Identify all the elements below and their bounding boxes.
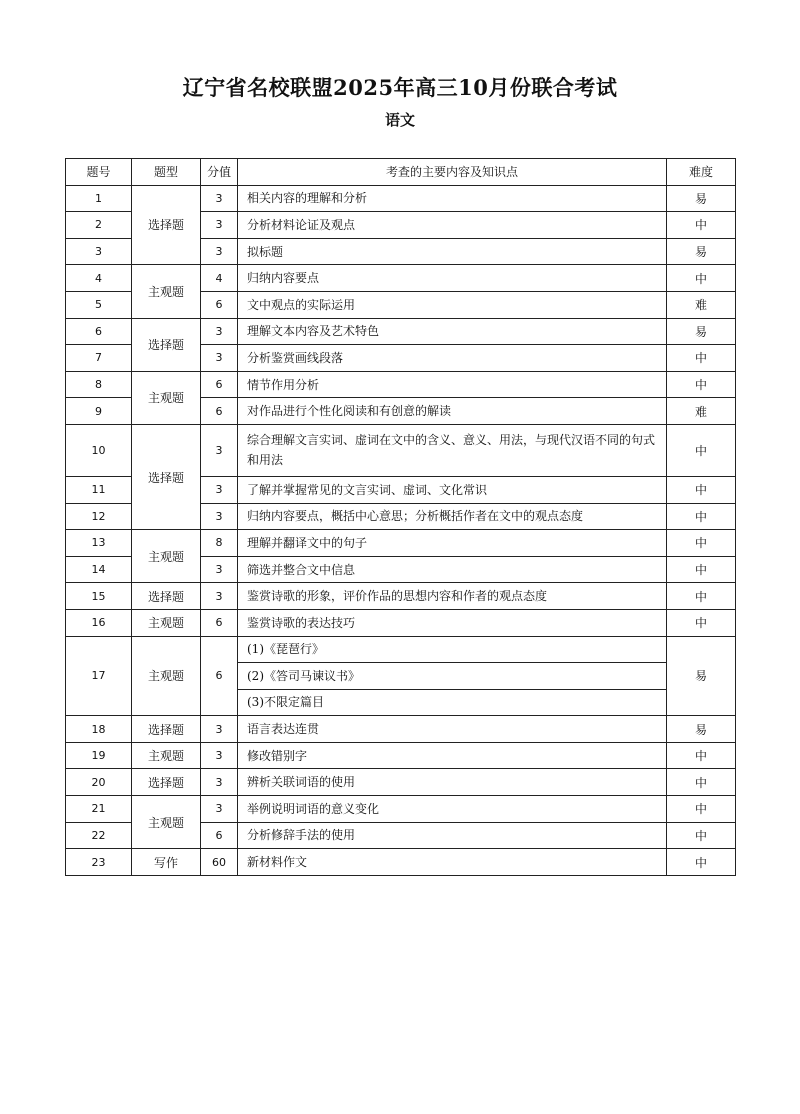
header-difficulty: 难度 — [667, 159, 736, 186]
question-content: 综合理解文言实词、虚词在文中的含义、意义、用法，与现代汉语不同的句式和用法 — [238, 424, 667, 476]
table-row — [66, 849, 736, 876]
question-difficulty: 中 — [667, 769, 736, 796]
question-content: 举例说明词语的意义变化 — [238, 796, 667, 823]
table-row — [66, 424, 736, 476]
question-type: 写作 — [132, 849, 201, 876]
question-score: 6 — [201, 609, 238, 636]
question-difficulty: 中 — [667, 822, 736, 849]
question-content: 相关内容的理解和分析 — [238, 185, 667, 212]
question-number: 15 — [66, 583, 132, 610]
question-difficulty: 中 — [667, 849, 736, 876]
table-row — [66, 742, 736, 769]
question-type: 选择题 — [132, 424, 201, 529]
question-score: 3 — [201, 796, 238, 823]
question-score: 3 — [201, 185, 238, 212]
question-type: 选择题 — [132, 716, 201, 743]
question-type: 选择题 — [132, 583, 201, 610]
question-number: 21 — [66, 796, 132, 823]
question-number: 19 — [66, 742, 132, 769]
question-number: 4 — [66, 265, 132, 292]
question-type: 主观题 — [132, 742, 201, 769]
question-difficulty: 难 — [667, 291, 736, 318]
question-content: 理解文本内容及艺术特色 — [238, 318, 667, 345]
question-difficulty: 中 — [667, 345, 736, 372]
question-content: 文中观点的实际运用 — [238, 291, 667, 318]
question-type: 主观题 — [132, 796, 201, 849]
question-score: 60 — [201, 849, 238, 876]
question-type: 主观题 — [132, 636, 201, 716]
question-content: (1)《琵琶行》 — [238, 636, 667, 663]
page-title: 辽宁省名校联盟2025年高三10月份联合考试 — [182, 75, 618, 100]
question-type: 选择题 — [132, 318, 201, 371]
page-subtitle: 语文 — [384, 111, 415, 129]
question-difficulty: 中 — [667, 530, 736, 557]
table-row — [66, 769, 736, 796]
question-content: 归纳内容要点 — [238, 265, 667, 292]
question-difficulty: 中 — [667, 796, 736, 823]
question-content: 新材料作文 — [238, 849, 667, 876]
table-row — [66, 265, 736, 292]
question-number: 16 — [66, 609, 132, 636]
question-content: 鉴赏诗歌的形象，评价作品的思想内容和作者的观点态度 — [238, 583, 667, 610]
table-row — [66, 716, 736, 743]
question-content: 鉴赏诗歌的表达技巧 — [238, 609, 667, 636]
question-content: 归纳内容要点，概括中心意思；分析概括作者在文中的观点态度 — [238, 503, 667, 530]
table-row — [66, 636, 736, 663]
question-content: 分析鉴赏画线段落 — [238, 345, 667, 372]
question-score: 6 — [201, 371, 238, 398]
question-score: 6 — [201, 291, 238, 318]
question-content: 辨析关联词语的使用 — [238, 769, 667, 796]
question-score: 6 — [201, 636, 238, 716]
table-row — [66, 185, 736, 212]
question-difficulty: 中 — [667, 424, 736, 476]
question-content: (3)不限定篇目 — [238, 689, 667, 716]
question-difficulty: 易 — [667, 318, 736, 345]
question-number: 18 — [66, 716, 132, 743]
question-content: 理解并翻译文中的句子 — [238, 530, 667, 557]
question-type: 主观题 — [132, 371, 201, 424]
question-score: 6 — [201, 398, 238, 425]
question-difficulty: 难 — [667, 398, 736, 425]
question-content: 对作品进行个性化阅读和有创意的解读 — [238, 398, 667, 425]
table-row — [66, 318, 736, 345]
question-type: 主观题 — [132, 609, 201, 636]
question-number: 1 — [66, 185, 132, 212]
question-score: 4 — [201, 265, 238, 292]
table-row — [66, 796, 736, 823]
question-difficulty: 中 — [667, 371, 736, 398]
question-content: (2)《答司马谏议书》 — [238, 663, 667, 690]
header-score: 分值 — [201, 159, 238, 186]
question-score: 3 — [201, 212, 238, 239]
question-difficulty: 中 — [667, 476, 736, 503]
question-number: 23 — [66, 849, 132, 876]
question-score: 6 — [201, 822, 238, 849]
exam-spec-table — [65, 158, 736, 876]
question-number: 2 — [66, 212, 132, 239]
question-difficulty: 中 — [667, 609, 736, 636]
question-content: 分析修辞手法的使用 — [238, 822, 667, 849]
question-score: 3 — [201, 556, 238, 583]
question-number: 3 — [66, 238, 132, 265]
question-number: 7 — [66, 345, 132, 372]
question-difficulty: 中 — [667, 212, 736, 239]
question-score: 3 — [201, 345, 238, 372]
question-number: 8 — [66, 371, 132, 398]
question-number: 6 — [66, 318, 132, 345]
question-content: 语言表达连贯 — [238, 716, 667, 743]
table-row — [66, 609, 736, 636]
question-number: 14 — [66, 556, 132, 583]
table-row — [66, 583, 736, 610]
question-score: 3 — [201, 503, 238, 530]
question-content: 拟标题 — [238, 238, 667, 265]
table-row — [66, 371, 736, 398]
question-number: 11 — [66, 476, 132, 503]
question-score: 3 — [201, 476, 238, 503]
question-number: 9 — [66, 398, 132, 425]
question-difficulty: 中 — [667, 556, 736, 583]
question-score: 3 — [201, 424, 238, 476]
question-type: 选择题 — [132, 769, 201, 796]
question-type: 选择题 — [132, 185, 201, 265]
question-number: 17 — [66, 636, 132, 716]
question-number: 5 — [66, 291, 132, 318]
header-content: 考查的主要内容及知识点 — [238, 159, 667, 186]
question-score: 3 — [201, 238, 238, 265]
question-difficulty: 中 — [667, 583, 736, 610]
question-difficulty: 易 — [667, 636, 736, 716]
question-number: 12 — [66, 503, 132, 530]
header-number: 题号 — [66, 159, 132, 186]
question-difficulty: 中 — [667, 503, 736, 530]
question-number: 20 — [66, 769, 132, 796]
question-content: 筛选并整合文中信息 — [238, 556, 667, 583]
question-difficulty: 中 — [667, 742, 736, 769]
header-type: 题型 — [132, 159, 201, 186]
question-difficulty: 易 — [667, 185, 736, 212]
question-content: 分析材料论证及观点 — [238, 212, 667, 239]
question-score: 3 — [201, 583, 238, 610]
question-score: 8 — [201, 530, 238, 557]
question-score: 3 — [201, 769, 238, 796]
question-difficulty: 易 — [667, 238, 736, 265]
question-difficulty: 中 — [667, 265, 736, 292]
question-content: 情节作用分析 — [238, 371, 667, 398]
question-difficulty: 易 — [667, 716, 736, 743]
question-score: 3 — [201, 742, 238, 769]
question-content: 修改错别字 — [238, 742, 667, 769]
question-number: 10 — [66, 424, 132, 476]
question-content: 了解并掌握常见的文言实词、虚词、文化常识 — [238, 476, 667, 503]
question-score: 3 — [201, 716, 238, 743]
table-row — [66, 530, 736, 557]
question-number: 13 — [66, 530, 132, 557]
question-number: 22 — [66, 822, 132, 849]
table-header-row — [66, 159, 736, 186]
question-score: 3 — [201, 318, 238, 345]
question-type: 主观题 — [132, 265, 201, 318]
question-type: 主观题 — [132, 530, 201, 583]
